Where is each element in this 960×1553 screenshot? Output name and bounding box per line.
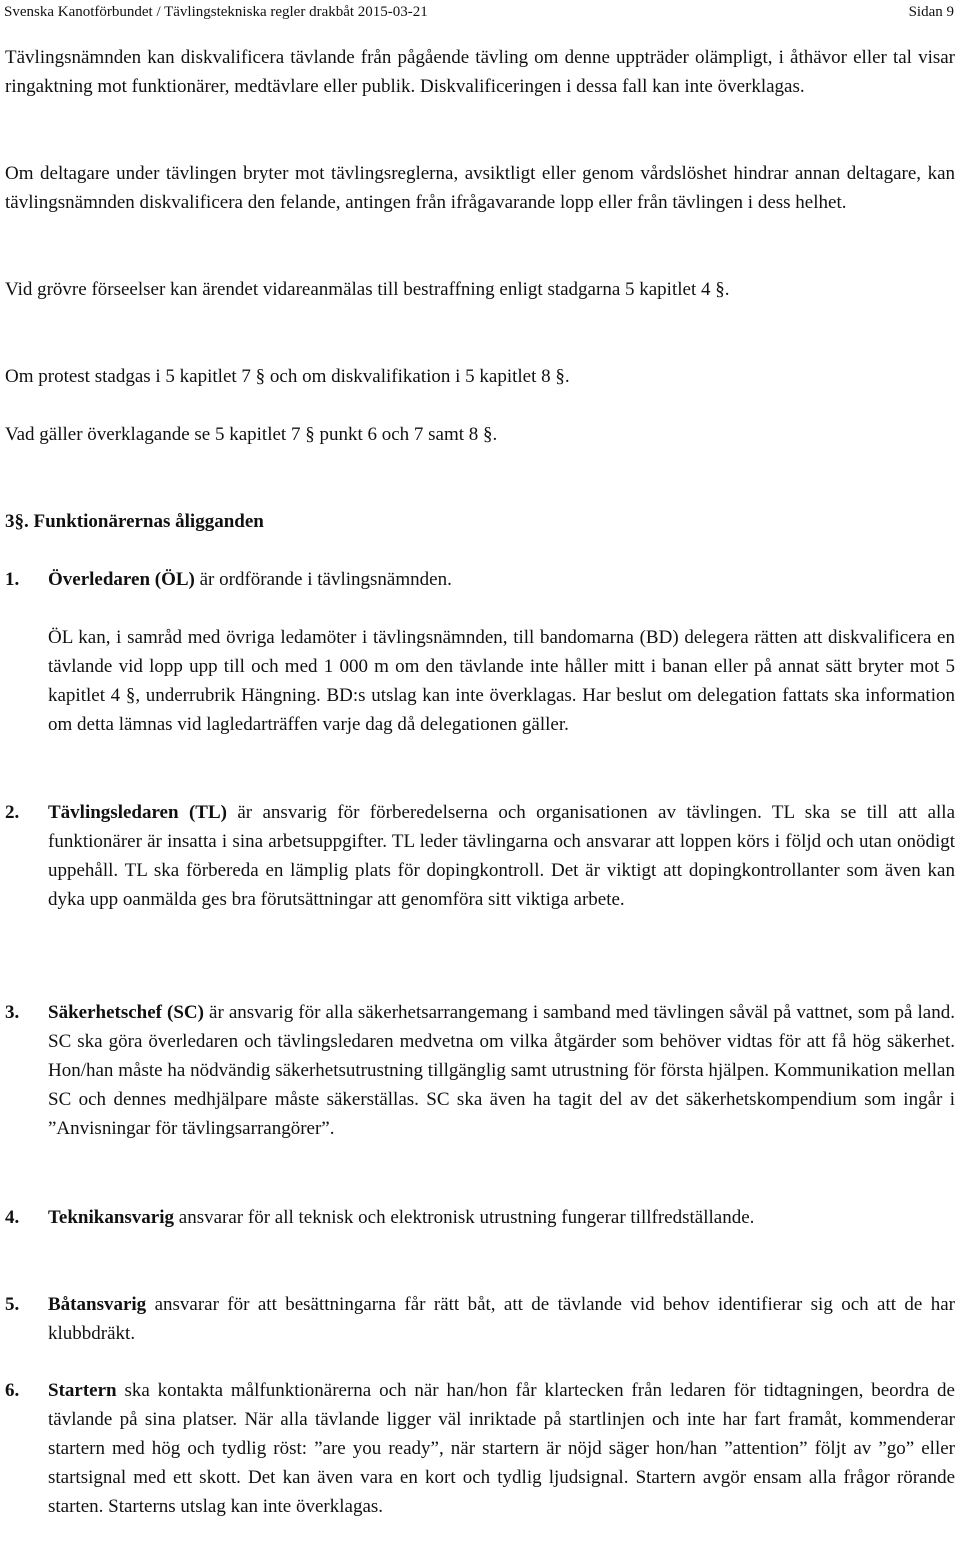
item-extra-text: ÖL kan, i samråd med övriga ledamöter i tävlingsnämnden, till bandomarna (BD) delegera rätten att diskvalificera en tävlande vid lopp upp till och med 1 000 m om den tävlande inte håller mitt i banan eller på annat sätt bryter mot 5 kapitlet 4 §, underrubrik Hängning. BD:s utslag kan inte överklagas. Har beslut om delegation fattats ska information om detta lämnas vid lagledarträffen varje dag då delegationen gäller.: [48, 627, 955, 735]
item-number: 6.: [5, 1380, 20, 1401]
item-number: 3.: [5, 1002, 20, 1023]
item-number: 1.: [5, 569, 20, 590]
list-item: [5, 798, 955, 914]
list-item: [5, 1290, 955, 1348]
list-item: [5, 565, 955, 594]
paragraph-protest: Om protest stadgas i 5 kapitlet 7 § och om diskvalifikation i 5 kapitlet 8 §.: [5, 366, 570, 387]
item-text: är ansvarig för alla säkerhetsarrangemang i samband med tävlingen såväl på vattnet, som på land. SC ska göra överledaren och tävlingsledaren medvetna om vilka åtgärder som behöver vidtas för att få hög säkerhet. Hon/han måste ha nödvändig säkerhetsutrustning tillgänglig samt utrustning för första hjälpen. Kommunikation mellan SC och dennes medhjälpare måste säkerställas. SC ska även ha tagit del av det säkerhetskompendium som ingår i ”Anvisningar för tävlingsarrangörer”.: [48, 1002, 955, 1139]
list-item: [5, 998, 955, 1143]
item-title: Startern: [48, 1380, 117, 1401]
list-item-detail: [5, 623, 955, 739]
list-item: [5, 1203, 955, 1232]
item-title: Teknikansvarig: [48, 1207, 175, 1228]
item-text: ansvarar för all teknisk och elektronisk utrustning fungerar tillfredställande.: [174, 1207, 755, 1228]
item-number: 2.: [5, 802, 20, 823]
item-text: ansvarar för att besättningarna får rätt båt, att de tävlande vid behov identifierar sig och att de har klubbdräkt.: [48, 1294, 955, 1344]
paragraph-appeal: Vad gäller överklagande se 5 kapitlet 7 § punkt 6 och 7 samt 8 §.: [5, 424, 498, 445]
paragraph-rule-violation: Om deltagare under tävlingen bryter mot tävlingsreglerna, avsiktligt eller genom vårdslöshet hindrar annan deltagare, kan tävlingsnämnden diskvalificera den felande, antingen från ifrågavarande lopp eller från tävlingen i dess helhet.: [5, 163, 955, 213]
item-title: Båtansvarig: [48, 1294, 147, 1315]
item-title: Överledaren (ÖL): [48, 569, 195, 590]
item-number: 4.: [5, 1207, 20, 1228]
document-header: Svenska Kanotförbundet / Tävlingstekniska regler drakbåt 2015-03-21: [4, 4, 428, 20]
item-text: är ansvarig för förberedelserna och organisationen av tävlingen. TL ska se till att alla funktionärer är insatta i sina arbetsuppgifter. TL leder tävlingarna och ansvarar att loppen körs i följd och utan onödigt uppehåll. TL ska förbereda en lämplig plats för dopingkontroll. Det är viktigt att dopingkontrollanter som även kan dyka upp oanmälda ges bra förutsättningar att genomföra sitt viktiga arbete.: [48, 802, 956, 910]
page-number: Sidan 9: [908, 4, 954, 20]
paragraph-serious-offences: Vid grövre förseelser kan ärendet vidareanmälas till bestraffning enligt stadgarna 5 kapitlet 4 §.: [5, 279, 730, 300]
item-text: är ordförande i tävlingsnämnden.: [194, 569, 452, 590]
list-item: [5, 1376, 955, 1521]
item-title: Säkerhetschef (SC): [48, 1002, 204, 1023]
item-title: Tävlingsledaren (TL): [48, 802, 227, 823]
item-number: 5.: [5, 1294, 20, 1315]
item-text: ska kontakta målfunktionärerna och när han/hon får klartecken från ledaren för tidtagningen, beordra de tävlande på sina platser. När alla tävlande ligger väl inriktade på startlinjen och inte har fart framåt, kommenderar startern med hög och tydlig röst: ”are you ready”, när startern är nöjd säger hon/han ”attention” följt av ”go” eller startsignal med ett skott. Det kan även vara en kort och tydlig ljudsignal. Startern avgör ensam alla frågor rörande starten. Starterns utslag kan inte överklagas.: [48, 1380, 955, 1517]
paragraph-disqualification-conduct: Tävlingsnämnden kan diskvalificera tävlande från pågående tävling om denne uppträder olämpligt, i åthävor eller tal visar ringaktning mot funktionärer, medtävlare eller publik. Diskvalificeringen i dessa fall kan inte överklagas.: [5, 47, 955, 97]
section-heading: 3§. Funktionärernas åligganden: [5, 511, 264, 532]
